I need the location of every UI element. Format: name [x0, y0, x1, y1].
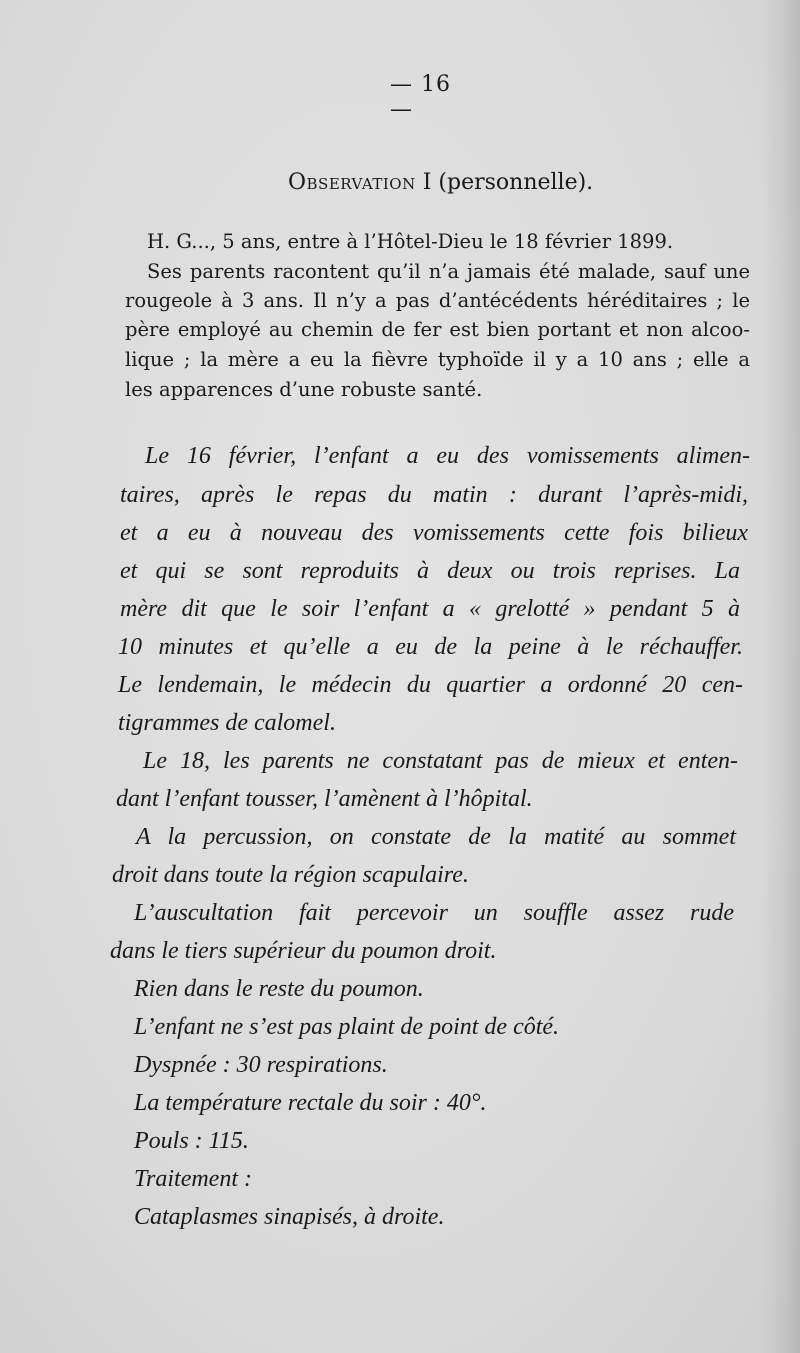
- text-line: Pouls : 115.: [134, 1128, 249, 1154]
- page-edge-shadow: [762, 0, 800, 1353]
- text-line: taires, après le repas du matin : durant l’après-midi,: [120, 482, 748, 508]
- text-line: rougeole à 3 ans. Il n’y a pas d’antécédents héréditaires ; le: [125, 289, 750, 312]
- text-line: les apparences d’une robuste santé.: [125, 378, 483, 401]
- text-line: A la percussion, on constate de la matité au sommet: [136, 824, 736, 850]
- text-line: et qui se sont reproduits à deux ou trois reprises. La: [120, 558, 740, 584]
- page-number: — 16 —: [390, 72, 451, 122]
- observation-label: Observation: [288, 170, 416, 195]
- text-line: Le 18, les parents ne constatant pas de mieux et enten-: [143, 748, 738, 774]
- text-line: dans le tiers supérieur du poumon droit.: [110, 938, 497, 964]
- text-line: tigrammes de calomel.: [118, 710, 336, 736]
- text-line: H. G..., 5 ans, entre à l’Hôtel-Dieu le 18 février 1899.: [147, 230, 674, 253]
- text-line: dant l’enfant tousser, l’amènent à l’hôpital.: [116, 786, 533, 812]
- text-line: mère dit que le soir l’enfant a « grelotté » pendant 5 à: [120, 596, 740, 622]
- text-line: Dyspnée : 30 respirations.: [134, 1052, 388, 1078]
- text-line: père employé au chemin de fer est bien portant et non alcoo-: [125, 318, 750, 341]
- text-line: Rien dans le reste du poumon.: [134, 976, 424, 1002]
- text-line: Ses parents racontent qu’il n’a jamais été malade, sauf une: [147, 260, 750, 283]
- text-line: Le lendemain, le médecin du quartier a ordonné 20 cen-: [118, 672, 743, 698]
- observation-subtitle: I (personnelle).: [415, 170, 594, 195]
- text-line: Le 16 février, l’enfant a eu des vomissements alimen-: [145, 443, 750, 469]
- text-line: Traitement :: [134, 1166, 252, 1192]
- text-line: lique ; la mère a eu la fièvre typhoïde il y a 10 ans ; elle a: [125, 348, 750, 371]
- text-line: La température rectale du soir : 40°.: [134, 1090, 487, 1116]
- observation-title: [288, 170, 593, 195]
- text-line: 10 minutes et qu’elle a eu de la peine à le réchauffer.: [118, 634, 743, 660]
- text-line: L’auscultation fait percevoir un souffle assez rude: [134, 900, 734, 926]
- text-line: L’enfant ne s’est pas plaint de point de côté.: [134, 1014, 560, 1040]
- text-line: Cataplasmes sinapisés, à droite.: [134, 1204, 445, 1230]
- text-line: droit dans toute la région scapulaire.: [112, 862, 469, 888]
- text-line: et a eu à nouveau des vomissements cette fois bilieux: [120, 520, 748, 546]
